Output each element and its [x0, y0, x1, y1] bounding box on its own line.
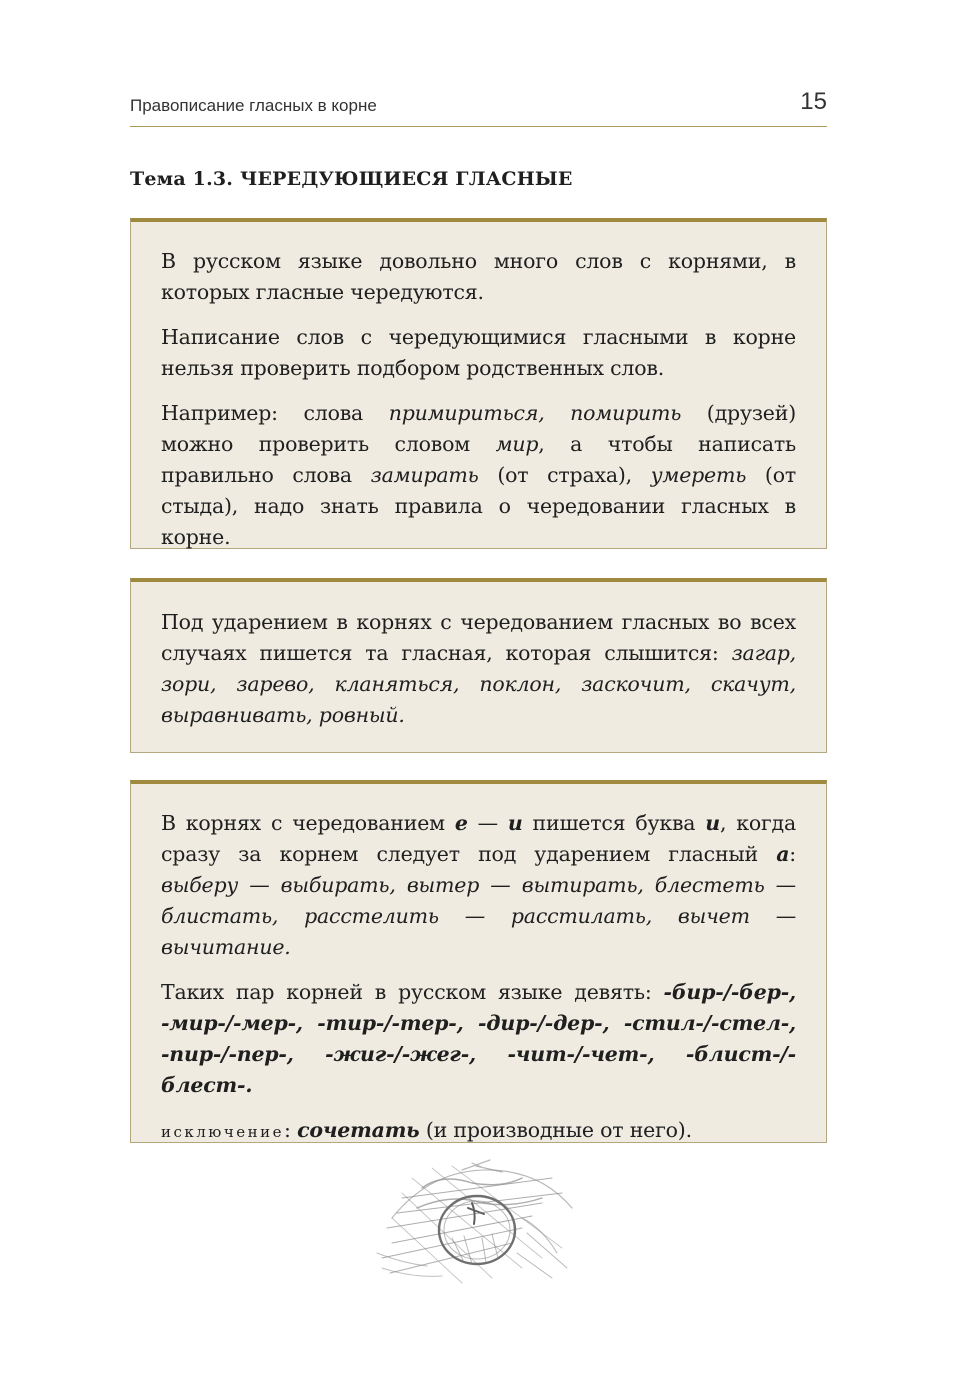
text-run: :	[284, 1118, 298, 1142]
text-run: Под ударением в корнях с чередованием гласных во всех случаях пишется та гласная, которая слышится:	[161, 610, 796, 665]
intro-paragraph-2: Написание слов с чередующимися гласными в корне нельзя проверить подбором родственных слов.	[161, 325, 796, 380]
text-run: —	[467, 811, 508, 835]
text-run: (друзей) можно проверить словом	[161, 401, 796, 456]
intro-paragraph-3	[161, 398, 796, 553]
example-word: примириться, помирить	[388, 401, 682, 425]
text-run: (от стыда), надо знать правила о чередовании гласных в корне.	[161, 463, 797, 549]
root-pairs-list: -бир-/-бер-, -мир-/-мер-, -тир-/-тер-, -дир-/-дер-, -стил-/-стел-, -пир-/-пер-, -жиг-/-жег-, -чит-/-чет-, -блист-/-блест-.	[161, 980, 796, 1097]
letter-highlight: а	[776, 842, 790, 866]
text-run: :	[789, 842, 796, 866]
example-word: мир	[495, 432, 539, 456]
exception-label: исключение	[161, 1123, 285, 1141]
running-header-title: Правописание гласных в корне	[130, 96, 377, 115]
running-header	[130, 88, 827, 127]
example-word: умереть	[650, 463, 747, 487]
page-number: 15	[800, 88, 827, 115]
example-words: загар, зори, зарево, кланяться, поклон, заскочит, скачут, выравнивать, ровный.	[161, 641, 796, 727]
letter-highlight: е	[454, 811, 468, 835]
alternation-rule-paragraph	[161, 808, 796, 963]
topic-title: Тема 1.3. ЧЕРЕДУЮЩИЕСЯ ГЛАСНЫЕ	[130, 168, 573, 190]
text-run: (от страха),	[478, 463, 651, 487]
text-run: Таких пар корней в русском языке девять:	[161, 980, 664, 1004]
text-run: , когда сразу за корнем следует под ударением гласный	[161, 811, 796, 866]
letter-highlight: и	[507, 811, 523, 835]
text-run: (и производные от него).	[419, 1118, 692, 1142]
exception-paragraph	[161, 1115, 796, 1148]
root-pairs-paragraph	[161, 977, 796, 1101]
text-run: пишется буква	[522, 811, 706, 835]
letter-highlight: и	[705, 811, 720, 835]
text-run: , а чтобы написать правильно слова	[161, 432, 796, 487]
exception-word: сочетать	[297, 1118, 420, 1142]
text-run: В корнях с чередованием	[161, 811, 455, 835]
intro-paragraph-1: В русском языке довольно много слов с корнями, в которых гласные чередуются.	[161, 249, 796, 304]
rule-box-e-i-alternation	[130, 780, 827, 1143]
rule-box-intro	[130, 218, 827, 549]
example-word: замирать	[370, 463, 479, 487]
stressed-rule-paragraph	[161, 607, 796, 731]
sketched-apple-icon	[372, 1158, 582, 1286]
text-run: Например: слова	[161, 401, 389, 425]
example-words: выберу — выбирать, вытер — вытирать, блестеть — блистать, расстелить — расстилать, вычет — вычитание.	[161, 873, 796, 959]
rule-box-stressed	[130, 578, 827, 753]
